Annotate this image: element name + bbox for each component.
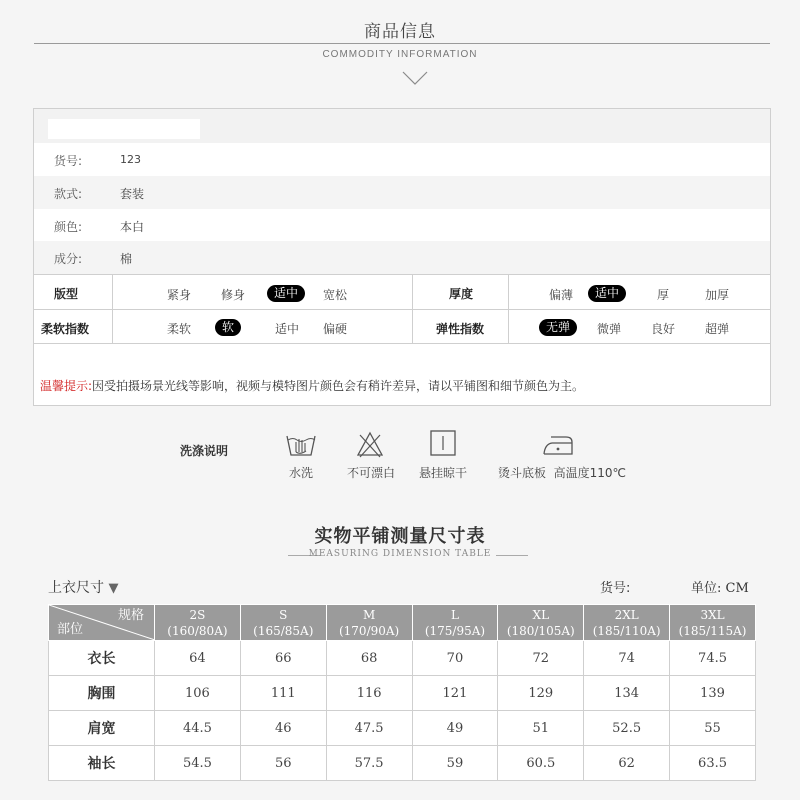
warm-tip-text: 因受拍摄场景光线等影响，视频与模特图片颜色会有稍许差异，请以平铺图和细节颜色为主。 bbox=[92, 379, 585, 393]
table-cell: 51 bbox=[498, 711, 584, 746]
info-key: 颜色: bbox=[54, 220, 83, 234]
size-column-header bbox=[584, 605, 670, 641]
size-name: XL bbox=[532, 607, 550, 622]
corner-top-label: 规格 bbox=[117, 608, 144, 623]
info-row-style bbox=[34, 176, 770, 209]
table-cell: 111 bbox=[240, 676, 326, 711]
table-cell: 57.5 bbox=[326, 746, 412, 781]
row-header: 肩宽 bbox=[49, 711, 155, 746]
section-subtitle: COMMODITY INFORMATION bbox=[322, 49, 478, 60]
size-column-header bbox=[155, 605, 241, 641]
softness-option: 柔软 bbox=[167, 322, 192, 336]
section-title: 商品信息 bbox=[364, 22, 436, 42]
fit-option: 修身 bbox=[221, 288, 246, 302]
wash-title: 洗涤说明 bbox=[180, 444, 229, 458]
table-cell: 62 bbox=[584, 746, 670, 781]
table-cell: 134 bbox=[584, 676, 670, 711]
info-value: 套装 bbox=[120, 187, 145, 201]
thickness-option: 偏薄 bbox=[549, 288, 574, 302]
iron-icon bbox=[538, 432, 576, 458]
table-cell: 66 bbox=[240, 641, 326, 676]
size-spec: (170/90A) bbox=[338, 623, 400, 638]
elasticity-option-selected: 无弹 bbox=[539, 319, 577, 336]
table-cell: 116 bbox=[326, 676, 412, 711]
row-header: 衣长 bbox=[49, 641, 155, 676]
wash-label: 不可漂白 bbox=[347, 466, 396, 480]
table-cell: 60.5 bbox=[498, 746, 584, 781]
size-column-header bbox=[412, 605, 498, 641]
section-label bbox=[48, 577, 118, 597]
size-spec: (180/105A) bbox=[506, 623, 575, 638]
info-key: 货号: bbox=[54, 154, 83, 168]
info-value: 棉 bbox=[120, 252, 133, 266]
corner-bottom-label: 部位 bbox=[57, 622, 84, 637]
size-spec: (165/85A) bbox=[253, 623, 314, 638]
thickness-option: 厚 bbox=[657, 288, 670, 302]
divider bbox=[412, 275, 413, 343]
triangle-down-icon: ▼ bbox=[108, 581, 119, 596]
size-name: 3XL bbox=[700, 607, 725, 622]
corner-header bbox=[49, 605, 155, 641]
table-cell: 74.5 bbox=[670, 641, 756, 676]
size-spec: (185/115A) bbox=[678, 623, 747, 638]
info-key: 款式: bbox=[54, 187, 83, 201]
fit-option: 宽松 bbox=[323, 288, 348, 302]
size-table bbox=[48, 604, 756, 781]
size-table-subtitle: MEASURING DIMENSION TABLE bbox=[308, 549, 492, 559]
table-cell: 55 bbox=[670, 711, 756, 746]
section-label-text: 上衣尺寸 bbox=[48, 580, 104, 596]
divider bbox=[34, 309, 770, 310]
row-header: 胸围 bbox=[49, 676, 155, 711]
attribute-grid bbox=[34, 274, 770, 344]
table-cell: 129 bbox=[498, 676, 584, 711]
elasticity-option: 超弹 bbox=[705, 322, 730, 336]
table-cell: 49 bbox=[412, 711, 498, 746]
table-row bbox=[49, 641, 756, 676]
divider bbox=[34, 43, 770, 44]
table-cell: 56 bbox=[240, 746, 326, 781]
size-name: S bbox=[279, 607, 288, 622]
table-cell: 47.5 bbox=[326, 711, 412, 746]
table-cell: 121 bbox=[412, 676, 498, 711]
table-row bbox=[49, 676, 756, 711]
table-row bbox=[49, 711, 756, 746]
elasticity-option: 微弹 bbox=[597, 322, 622, 336]
size-name: L bbox=[450, 607, 459, 622]
thickness-option: 加厚 bbox=[705, 288, 730, 302]
softness-option-selected: 软 bbox=[215, 319, 241, 336]
size-spec: (185/110A) bbox=[592, 623, 661, 638]
table-cell: 63.5 bbox=[670, 746, 756, 781]
attr-label-softness: 柔软指数 bbox=[41, 322, 90, 336]
table-cell: 54.5 bbox=[155, 746, 241, 781]
hang-dry-icon bbox=[428, 429, 458, 457]
fit-option: 紧身 bbox=[167, 288, 192, 302]
table-cell: 139 bbox=[670, 676, 756, 711]
info-value: 123 bbox=[120, 153, 141, 166]
table-cell: 64 bbox=[155, 641, 241, 676]
info-row-color bbox=[34, 209, 770, 242]
no-bleach-icon bbox=[355, 430, 385, 458]
hand-wash-icon bbox=[284, 430, 318, 458]
row-header: 袖长 bbox=[49, 746, 155, 781]
softness-option: 偏硬 bbox=[323, 322, 348, 336]
table-cell: 74 bbox=[584, 641, 670, 676]
warm-tip-label: 温馨提示: bbox=[40, 379, 93, 393]
attr-label-thickness: 厚度 bbox=[449, 287, 474, 301]
attr-label-elasticity: 弹性指数 bbox=[436, 322, 485, 336]
softness-option: 适中 bbox=[275, 322, 300, 336]
card-header bbox=[34, 109, 770, 143]
attr-label-fit: 版型 bbox=[54, 287, 79, 301]
table-cell: 106 bbox=[155, 676, 241, 711]
thickness-option-selected: 适中 bbox=[588, 285, 626, 302]
info-row-sku bbox=[34, 143, 770, 176]
size-spec: (160/80A) bbox=[167, 623, 228, 638]
table-cell: 52.5 bbox=[584, 711, 670, 746]
size-name: M bbox=[362, 607, 376, 622]
table-cell: 70 bbox=[412, 641, 498, 676]
divider bbox=[508, 275, 509, 343]
size-column-header bbox=[670, 605, 756, 641]
info-key: 成分: bbox=[54, 252, 83, 266]
table-cell: 72 bbox=[498, 641, 584, 676]
warm-tip bbox=[40, 377, 584, 394]
table-cell: 46 bbox=[240, 711, 326, 746]
chevron-down-icon bbox=[401, 69, 429, 87]
wash-label: 水洗 bbox=[289, 466, 314, 480]
size-name: 2S bbox=[189, 607, 206, 622]
wash-label: 悬挂晾干 bbox=[419, 466, 468, 480]
sku-label: 货号: bbox=[600, 581, 631, 596]
size-column-header bbox=[240, 605, 326, 641]
table-cell: 44.5 bbox=[155, 711, 241, 746]
size-column-header bbox=[326, 605, 412, 641]
wash-label: 烫斗底板 高温度110℃ bbox=[498, 466, 627, 480]
divider bbox=[112, 275, 113, 343]
table-cell: 68 bbox=[326, 641, 412, 676]
table-header-row bbox=[49, 605, 756, 641]
elasticity-option: 良好 bbox=[651, 322, 676, 336]
product-info-card bbox=[33, 108, 771, 406]
info-value: 本白 bbox=[120, 220, 145, 234]
table-row bbox=[49, 746, 756, 781]
size-name: 2XL bbox=[614, 607, 639, 622]
fit-option-selected: 适中 bbox=[267, 285, 305, 302]
size-spec: (175/95A) bbox=[424, 623, 486, 638]
table-cell: 59 bbox=[412, 746, 498, 781]
size-table-title: 实物平铺测量尺寸表 bbox=[314, 526, 486, 547]
info-row-material bbox=[34, 241, 770, 274]
unit-label: 单位: CM bbox=[691, 581, 749, 596]
blank-field bbox=[48, 119, 200, 139]
size-column-header bbox=[498, 605, 584, 641]
